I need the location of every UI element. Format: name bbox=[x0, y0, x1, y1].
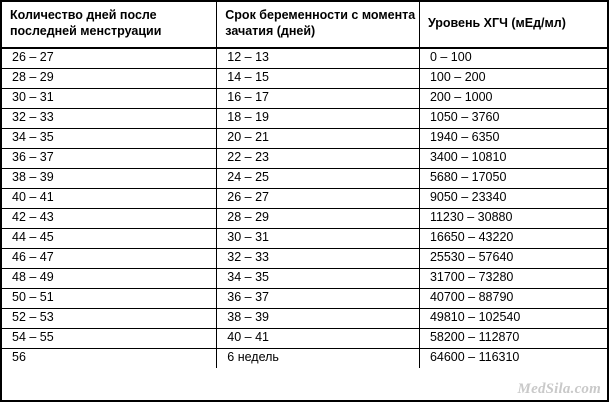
cell-hcg-level: 40700 – 88790 bbox=[419, 289, 607, 309]
cell-days-since-conception: 36 – 37 bbox=[217, 289, 420, 309]
cell-days-since-menstruation: 48 – 49 bbox=[2, 269, 217, 289]
cell-days-since-menstruation: 26 – 27 bbox=[2, 48, 217, 69]
column-header-days-since-menstruation: Количество дней после последней менструации bbox=[2, 2, 217, 48]
cell-hcg-level: 1940 – 6350 bbox=[419, 129, 607, 149]
table-row bbox=[2, 69, 607, 89]
cell-days-since-menstruation: 40 – 41 bbox=[2, 189, 217, 209]
cell-hcg-level: 64600 – 116310 bbox=[419, 349, 607, 369]
cell-hcg-level: 49810 – 102540 bbox=[419, 309, 607, 329]
cell-days-since-conception: 30 – 31 bbox=[217, 229, 420, 249]
table-row bbox=[2, 249, 607, 269]
cell-hcg-level: 9050 – 23340 bbox=[419, 189, 607, 209]
cell-days-since-menstruation: 38 – 39 bbox=[2, 169, 217, 189]
cell-days-since-conception: 34 – 35 bbox=[217, 269, 420, 289]
cell-days-since-conception: 18 – 19 bbox=[217, 109, 420, 129]
cell-hcg-level: 1050 – 3760 bbox=[419, 109, 607, 129]
cell-days-since-conception: 16 – 17 bbox=[217, 89, 420, 109]
cell-days-since-menstruation: 32 – 33 bbox=[2, 109, 217, 129]
cell-days-since-menstruation: 44 – 45 bbox=[2, 229, 217, 249]
table-body bbox=[2, 48, 607, 368]
cell-days-since-conception: 32 – 33 bbox=[217, 249, 420, 269]
cell-days-since-menstruation: 36 – 37 bbox=[2, 149, 217, 169]
table-row bbox=[2, 309, 607, 329]
table-row bbox=[2, 269, 607, 289]
cell-hcg-level: 11230 – 30880 bbox=[419, 209, 607, 229]
cell-days-since-menstruation: 46 – 47 bbox=[2, 249, 217, 269]
cell-days-since-conception: 40 – 41 bbox=[217, 329, 420, 349]
table-row bbox=[2, 209, 607, 229]
cell-days-since-menstruation: 50 – 51 bbox=[2, 289, 217, 309]
table-row bbox=[2, 48, 607, 69]
watermark: MedSila.com bbox=[517, 381, 601, 397]
table-row bbox=[2, 289, 607, 309]
table-row bbox=[2, 149, 607, 169]
cell-days-since-conception: 12 – 13 bbox=[217, 48, 420, 69]
cell-days-since-conception: 22 – 23 bbox=[217, 149, 420, 169]
cell-days-since-menstruation: 42 – 43 bbox=[2, 209, 217, 229]
table-row bbox=[2, 89, 607, 109]
cell-days-since-menstruation: 28 – 29 bbox=[2, 69, 217, 89]
cell-days-since-menstruation: 56 bbox=[2, 349, 217, 369]
cell-hcg-level: 200 – 1000 bbox=[419, 89, 607, 109]
cell-days-since-menstruation: 54 – 55 bbox=[2, 329, 217, 349]
table-row bbox=[2, 129, 607, 149]
table-header-row bbox=[2, 2, 607, 48]
cell-hcg-level: 100 – 200 bbox=[419, 69, 607, 89]
table-row bbox=[2, 229, 607, 249]
table-row bbox=[2, 329, 607, 349]
cell-hcg-level: 3400 – 10810 bbox=[419, 149, 607, 169]
column-header-hcg-level: Уровень ХГЧ (мЕд/мл) bbox=[419, 2, 607, 48]
cell-hcg-level: 31700 – 73280 bbox=[419, 269, 607, 289]
cell-days-since-conception: 26 – 27 bbox=[217, 189, 420, 209]
table-header bbox=[2, 2, 607, 48]
cell-hcg-level: 5680 – 17050 bbox=[419, 169, 607, 189]
cell-days-since-menstruation: 34 – 35 bbox=[2, 129, 217, 149]
cell-days-since-conception: 6 недель bbox=[217, 349, 420, 369]
table-row bbox=[2, 169, 607, 189]
cell-hcg-level: 0 – 100 bbox=[419, 48, 607, 69]
cell-days-since-conception: 24 – 25 bbox=[217, 169, 420, 189]
cell-days-since-menstruation: 30 – 31 bbox=[2, 89, 217, 109]
cell-days-since-conception: 38 – 39 bbox=[217, 309, 420, 329]
cell-days-since-conception: 14 – 15 bbox=[217, 69, 420, 89]
table-row bbox=[2, 189, 607, 209]
cell-days-since-menstruation: 52 – 53 bbox=[2, 309, 217, 329]
table-row bbox=[2, 109, 607, 129]
cell-days-since-conception: 20 – 21 bbox=[217, 129, 420, 149]
cell-hcg-level: 16650 – 43220 bbox=[419, 229, 607, 249]
cell-hcg-level: 58200 – 112870 bbox=[419, 329, 607, 349]
cell-days-since-conception: 28 – 29 bbox=[217, 209, 420, 229]
cell-hcg-level: 25530 – 57640 bbox=[419, 249, 607, 269]
column-header-days-since-conception: Срок беременности с момента зачатия (дней) bbox=[217, 2, 420, 48]
table-row bbox=[2, 349, 607, 369]
hcg-levels-table bbox=[2, 2, 607, 368]
